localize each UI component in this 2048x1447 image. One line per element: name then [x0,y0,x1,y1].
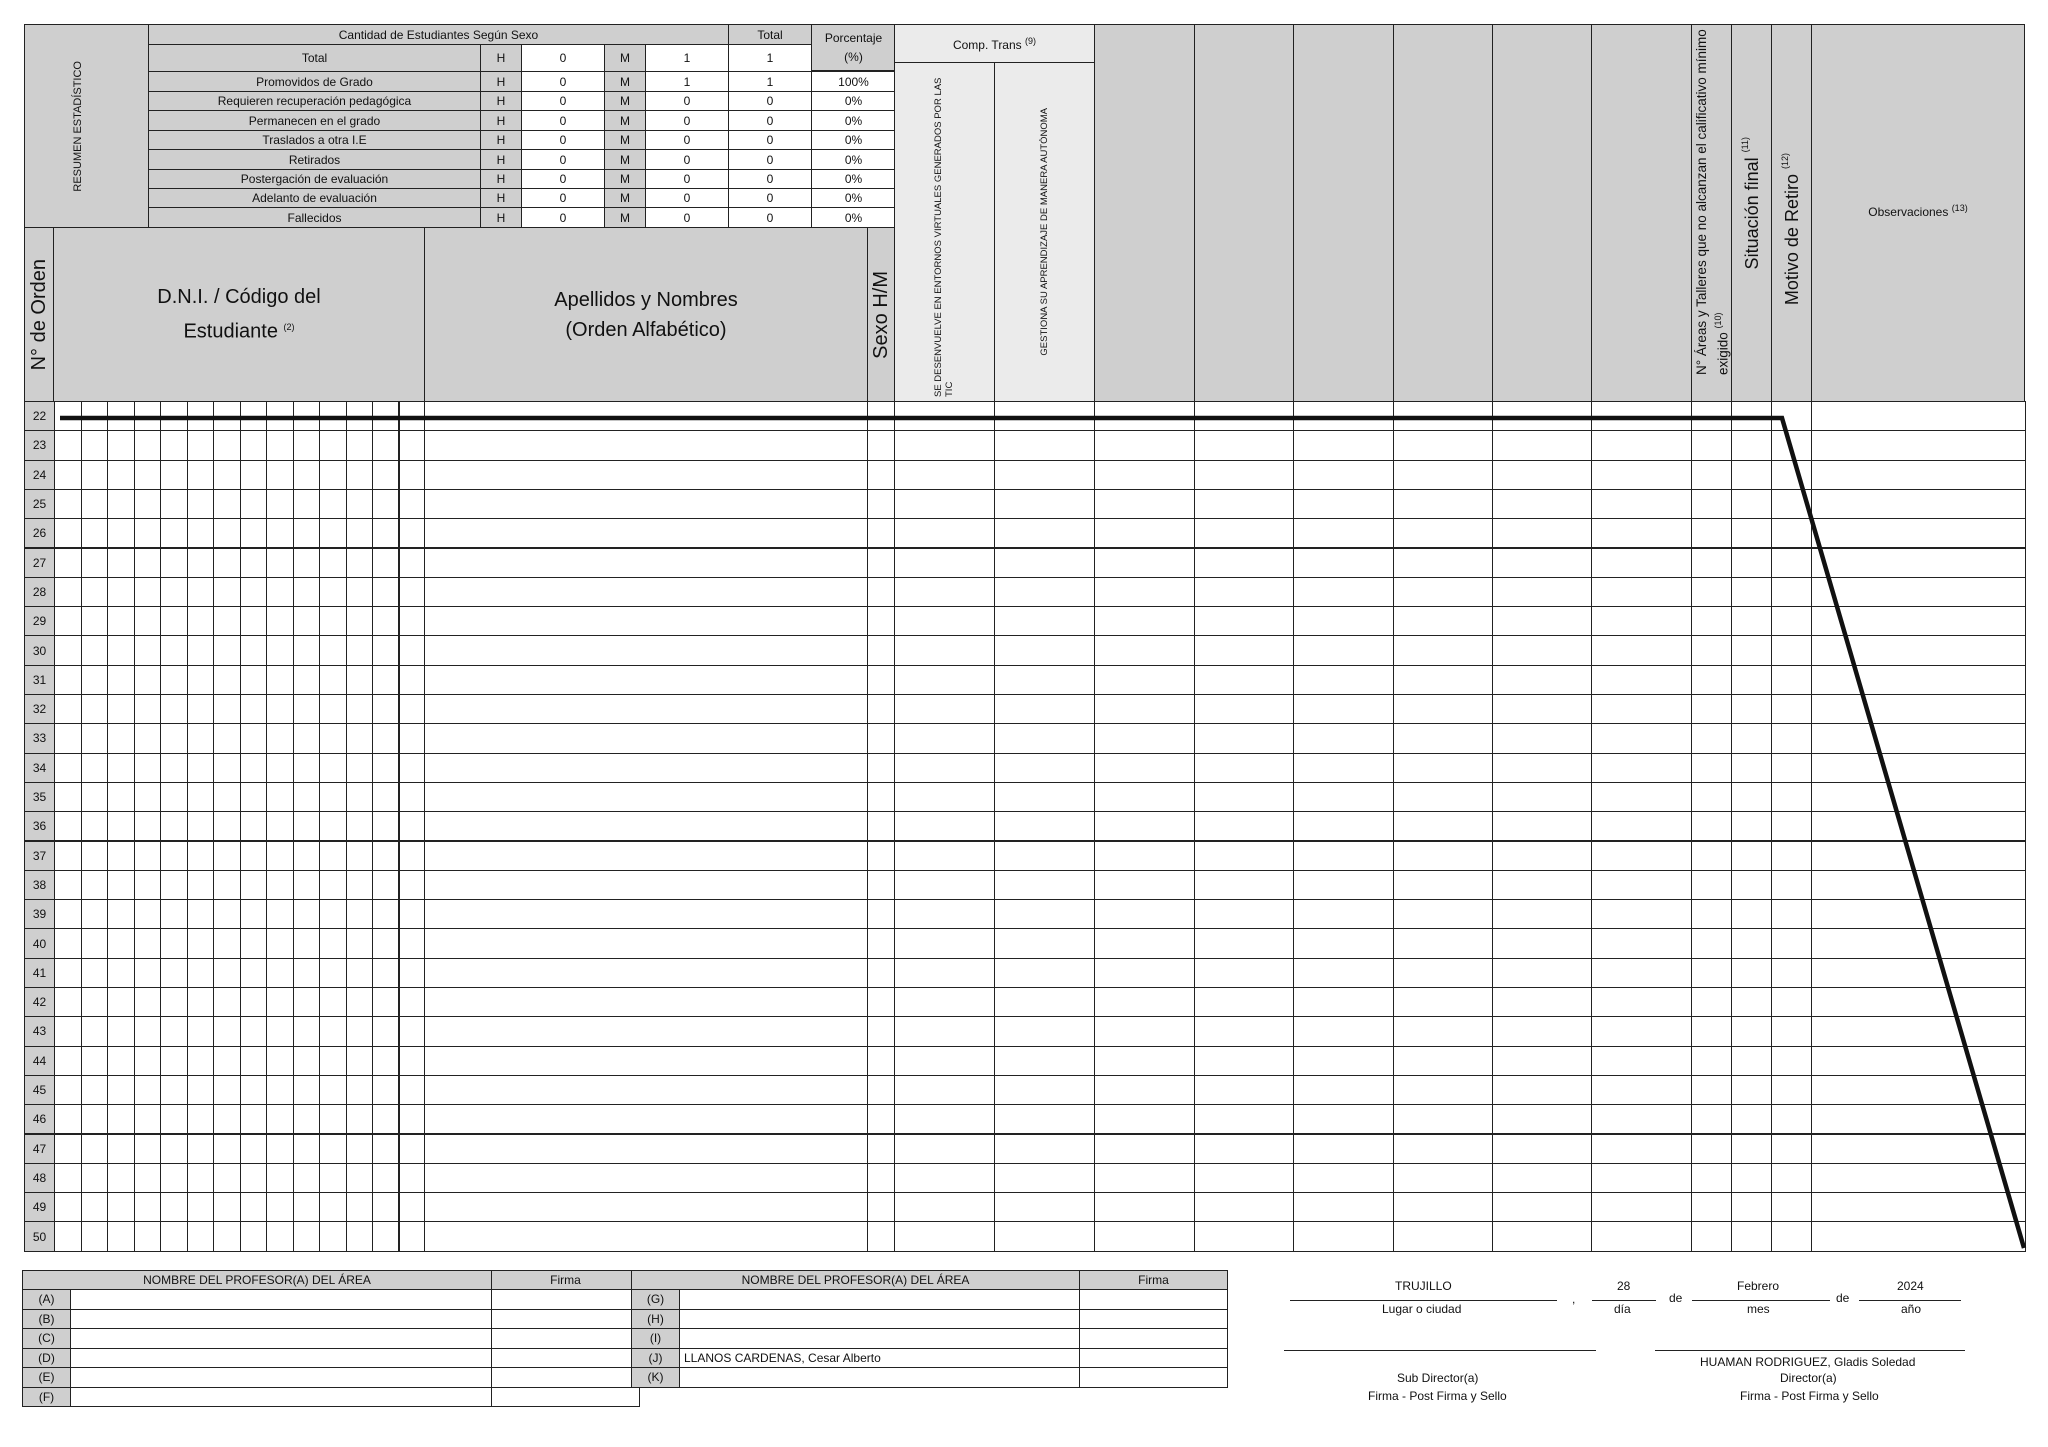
summary-m-label: M [604,130,646,150]
row-number: 33 [24,723,55,753]
summary-side-text: RESUMEN ESTADÍSTICO [71,60,84,192]
teacher-sign-cell[interactable] [491,1328,640,1349]
row-number: 26 [24,518,55,548]
row-number: 50 [24,1221,55,1251]
summary-h-value: 0 [521,169,605,189]
row-number: 27 [24,548,55,578]
dir-title: Director(a) [1780,1371,1837,1385]
summary-m-label: M [604,169,646,189]
summary-h-label: H [480,130,522,150]
dni-header-line2: Estudiante [183,320,278,343]
situacion-header-text: Situación final [1742,157,1762,270]
summary-m-label: M [604,188,646,208]
teacher-name-cell[interactable] [679,1328,1080,1349]
summary-pct-value: 0% [811,110,896,131]
summary-h-label: H [480,149,522,170]
summary-row-label: Permanecen en el grado [148,110,481,131]
summary-h-value: 0 [521,149,605,170]
teacher-name-cell[interactable] [70,1328,492,1349]
summary-pct-value: 0% [811,91,896,111]
summary-h-value: 0 [521,44,605,72]
summary-row-label: Promovidos de Grado [148,71,481,92]
row-number: 25 [24,489,55,519]
summary-m-label: M [604,207,646,228]
teacher-name-cell[interactable] [70,1309,492,1330]
row-number: 48 [24,1163,55,1193]
teacher-code: (A) [22,1289,71,1310]
place-label: Lugar o ciudad [1382,1302,1462,1316]
day-label: día [1614,1302,1631,1316]
summary-total-value: 0 [728,188,812,208]
summary-pct-value: 0% [811,149,896,170]
summary-m-value: 0 [645,149,729,170]
summary-row-label: Retirados [148,149,481,170]
teacher-code: (J) [631,1348,680,1369]
sexo-header-text: Sexo H/M [869,270,892,359]
areas-header-sup: (10) [1712,312,1723,329]
teacher-sign-cell[interactable] [491,1367,640,1388]
dni-header-sup: (2) [283,322,295,333]
comp-2-text: GESTIONA SU APRENDIZAJE DE MANERA AUTÓNOMA [1039,108,1050,356]
areas-header-text: N° Áreas y Talleres que no alcanzan el calificativo mínimo exigido [1693,29,1730,375]
de-1: de [1669,1291,1683,1305]
motivo-header-sup: (12) [1780,153,1790,170]
day-line [1592,1300,1656,1301]
teacher-sign-cell[interactable] [1079,1328,1228,1349]
month-value: Febrero [1737,1279,1780,1293]
summary-pct-value: 0% [811,169,896,189]
summary-total-value: 0 [728,91,812,111]
row-number: 32 [24,694,55,724]
summary-total-value: 0 [728,149,812,170]
summary-total-header-text: Total [757,27,783,42]
situacion-header-sup: (11) [1740,137,1750,153]
summary-total-value: 1 [728,44,812,72]
teacher-name-cell[interactable] [70,1387,492,1408]
teacher-code: (I) [631,1328,680,1349]
summary-h-value: 0 [521,130,605,150]
summary-row-label: Postergación de evaluación [148,169,481,189]
sub-title: Sub Director(a) [1397,1371,1479,1385]
summary-m-value: 1 [645,71,729,92]
year-value: 2024 [1897,1279,1924,1293]
dir-sign-line [1655,1350,1965,1351]
teacher-code: (B) [22,1309,71,1330]
observaciones-header-text: Observaciones [1868,205,1949,219]
teacher-sign-header: Firma [1079,1270,1228,1290]
sub-sign: Firma - Post Firma y Sello [1368,1389,1507,1403]
row-number: 22 [24,401,55,431]
summary-m-label: M [604,110,646,131]
sub-sign-line [1284,1350,1596,1351]
summary-m-label: M [604,44,646,72]
teacher-sign-cell[interactable] [491,1348,640,1369]
summary-total-value: 0 [728,169,812,189]
teacher-sign-cell[interactable] [1079,1289,1228,1310]
dir-sign: Firma - Post Firma y Sello [1740,1389,1879,1403]
names-header-line2: (Orden Alfabético) [565,318,727,341]
summary-total-value: 0 [728,110,812,131]
teacher-name-cell[interactable] [70,1367,492,1388]
summary-pct-value: 0% [811,130,896,150]
row-number: 49 [24,1192,55,1222]
summary-h-label: H [480,188,522,208]
summary-m-value: 0 [645,207,729,228]
summary-pct-value: 100% [811,71,896,92]
year-label: año [1901,1302,1922,1316]
teacher-name-cell[interactable] [70,1289,492,1310]
teacher-code: (G) [631,1289,680,1310]
summary-h-label: H [480,169,522,189]
dir-name: HUAMAN RODRIGUEZ, Gladis Soledad [1700,1355,1916,1369]
summary-h-label: H [480,91,522,111]
teacher-code: (C) [22,1328,71,1349]
pct-header-line2: (%) [844,49,863,64]
row-number: 45 [24,1075,55,1105]
summary-total-value: 1 [728,71,812,92]
observaciones-header-sup: (13) [1951,203,1968,213]
names-header-line1: Apellidos y Nombres [554,288,738,311]
comp-trans-sup: (9) [1025,35,1037,46]
motivo-header-text: Motivo de Retiro [1782,174,1802,306]
teacher-code: (H) [631,1309,680,1330]
row-number: 30 [24,635,55,665]
teacher-name-header: NOMBRE DEL PROFESOR(A) DEL ÁREA [631,1270,1080,1290]
summary-m-value: 0 [645,169,729,189]
summary-row-label: Traslados a otra I.E [148,130,481,150]
teacher-name-cell[interactable] [679,1289,1080,1310]
teacher-name-header: NOMBRE DEL PROFESOR(A) DEL ÁREA [22,1270,492,1290]
teacher-sign-cell[interactable] [1079,1367,1228,1388]
summary-h-label: H [480,44,522,72]
orden-header-text: N° de Orden [27,258,50,371]
row-number: 28 [24,577,55,607]
summary-header-text: Cantidad de Estudiantes Según Sexo [338,27,539,42]
summary-h-value: 0 [521,207,605,228]
summary-row-label: Requieren recuperación pedagógica [148,91,481,111]
row-number: 44 [24,1046,55,1076]
comp-trans-text: Comp. Trans [952,37,1022,52]
summary-h-label: H [480,71,522,92]
summary-m-label: M [604,71,646,92]
summary-h-value: 0 [521,71,605,92]
teacher-code: (F) [22,1387,71,1408]
dni-header-line1: D.N.I. / Código del [157,286,321,309]
day-value: 28 [1617,1279,1631,1293]
teacher-code: (D) [22,1348,71,1369]
teacher-name-cell[interactable] [679,1367,1080,1388]
row-number: 47 [24,1134,55,1164]
summary-pct-value: 0% [811,188,896,208]
summary-h-label: H [480,207,522,228]
row-number: 24 [24,460,55,490]
teacher-sign-cell[interactable] [491,1289,640,1310]
summary-m-value: 1 [645,44,729,72]
summary-h-label: H [480,110,522,131]
summary-h-value: 0 [521,91,605,111]
summary-m-value: 0 [645,110,729,131]
summary-h-value: 0 [521,110,605,131]
summary-row-label: Total [148,44,481,72]
row-number: 41 [24,958,55,988]
summary-h-value: 0 [521,188,605,208]
row-number: 39 [24,899,55,929]
teacher-code: (K) [631,1367,680,1388]
teacher-sign-header: Firma [491,1270,640,1290]
cancel-line [60,418,2024,1248]
summary-total-value: 0 [728,207,812,228]
teacher-name-cell[interactable]: LLANOS CARDENAS, Cesar Alberto [679,1348,1080,1369]
teacher-sign-cell[interactable] [491,1387,640,1408]
place-line [1290,1300,1557,1301]
year-line [1859,1300,1961,1301]
teacher-sign-cell[interactable] [491,1309,640,1330]
summary-row-label: Adelanto de evaluación [148,188,481,208]
row-number: 36 [24,811,55,841]
summary-m-value: 0 [645,91,729,111]
pct-header-line1: Porcentaje [824,30,883,45]
row-number: 34 [24,753,55,783]
teacher-name-cell[interactable] [70,1348,492,1369]
de-2: de [1836,1291,1850,1305]
month-line [1692,1300,1830,1301]
summary-m-label: M [604,91,646,111]
summary-m-value: 0 [645,130,729,150]
summary-m-label: M [604,149,646,170]
row-number: 37 [24,841,55,871]
teacher-code: (E) [22,1367,71,1388]
row-number: 40 [24,928,55,958]
summary-pct-value: 0% [811,207,896,228]
comma: , [1572,1292,1576,1306]
row-number: 43 [24,1016,55,1046]
row-number: 38 [24,870,55,900]
row-number: 23 [24,430,55,460]
summary-total-value: 0 [728,130,812,150]
teacher-name-cell[interactable] [679,1309,1080,1330]
month-label: mes [1747,1302,1770,1316]
summary-row-label: Fallecidos [148,207,481,228]
row-number: 46 [24,1104,55,1134]
row-number: 42 [24,987,55,1017]
place-value: TRUJILLO [1395,1279,1452,1293]
row-number: 35 [24,782,55,812]
teacher-sign-cell[interactable] [1079,1348,1228,1369]
comp-1-text: SE DESENVUELVE EN ENTORNOS VIRTUALES GENERADOS POR LAS TIC [932,77,955,397]
teacher-sign-cell[interactable] [1079,1309,1228,1330]
row-number: 31 [24,665,55,695]
summary-m-value: 0 [645,188,729,208]
row-number: 29 [24,606,55,636]
